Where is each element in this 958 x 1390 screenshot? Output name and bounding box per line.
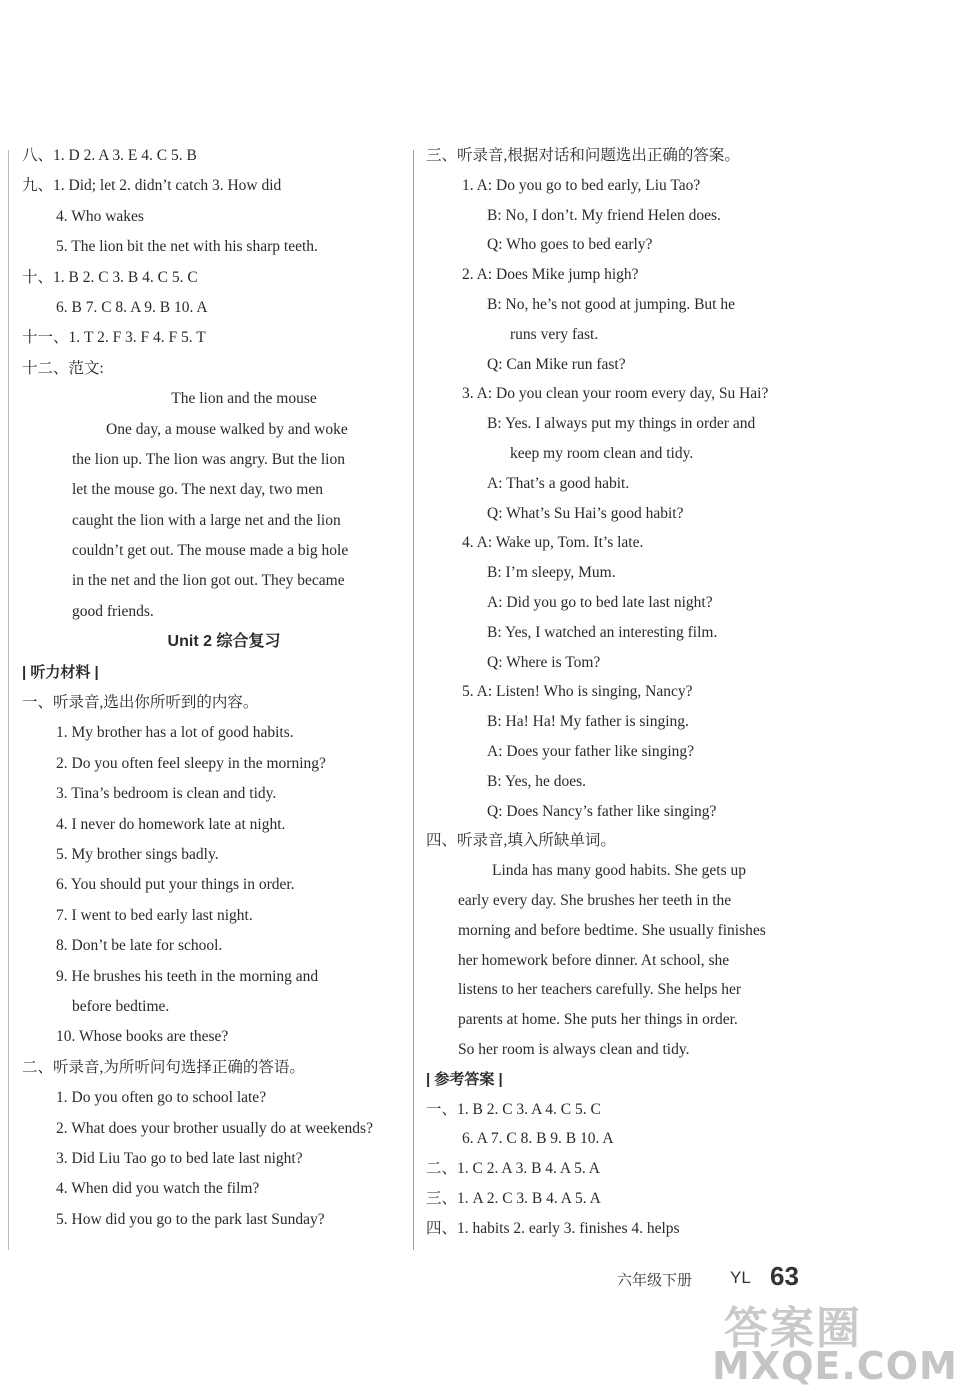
right-line: B: Yes. I always put my things in order and	[487, 415, 756, 433]
left-line: 2. What does your brother usually do at weekends?	[56, 1119, 373, 1137]
right-line: B: No, he’s not good at jumping. But he	[487, 295, 735, 313]
left-line: 4. Who wakes	[56, 207, 144, 225]
right-line: B: Ha! Ha! My father is singing.	[487, 713, 689, 731]
right-line: 3. A: Do you clean your room every day, Su Hai?	[462, 385, 769, 403]
right-line: 三、听录音,根据对话和问题选出正确的答案。	[426, 147, 740, 164]
left-line: 2. Do you often feel sleepy in the morning?	[56, 754, 326, 772]
left-line: 5. How did you go to the park last Sunday?	[56, 1210, 325, 1228]
right-line: parents at home. She puts her things in order.	[458, 1011, 738, 1029]
site-watermark	[712, 1282, 958, 1390]
right-line: Q: Who goes to bed early?	[487, 236, 653, 254]
right-column	[426, 141, 816, 1243]
right-line: Linda has many good habits. She gets up	[492, 862, 746, 880]
right-line: 一、1. B 2. C 3. A 4. C 5. C	[426, 1100, 601, 1118]
right-line: Q: Can Mike run fast?	[487, 355, 626, 373]
right-line: morning and before bedtime. She usually finishes	[458, 921, 766, 939]
right-line: B: Yes, he does.	[487, 772, 587, 790]
left-line: let the mouse go. The next day, two men	[72, 481, 323, 499]
edition-label: YL	[730, 1268, 751, 1287]
right-line: Q: Where is Tom?	[487, 653, 601, 671]
left-line: 1. My brother has a lot of good habits.	[56, 724, 294, 742]
page-number: 63	[770, 1261, 799, 1291]
right-line: Q: Does Nancy’s father like singing?	[487, 802, 717, 820]
right-line: B: No, I don’t. My friend Helen does.	[487, 206, 721, 224]
left-line: 二、听录音,为所听问句选择正确的答语。	[22, 1058, 305, 1076]
left-line: 4. I never do homework late at night.	[56, 815, 286, 833]
right-line: runs very fast.	[510, 325, 599, 343]
grade-label: 六年级下册	[617, 1271, 693, 1289]
left-line: 3. Tina’s bedroom is clean and tidy.	[56, 785, 277, 803]
left-line: The lion and the mouse	[171, 390, 317, 408]
left-line: 十一、1. T 2. F 3. F 4. F 5. T	[22, 329, 206, 347]
left-margin-rule	[8, 150, 9, 1250]
left-line: 十二、范文:	[22, 359, 104, 377]
right-line: 四、1. habits 2. early 3. finishes 4. helps	[426, 1219, 680, 1237]
right-line: 1. A: Do you go to bed early, Liu Tao?	[462, 176, 701, 194]
right-line: 5. A: Listen! Who is singing, Nancy?	[462, 683, 693, 701]
right-line: keep my room clean and tidy.	[510, 444, 694, 462]
left-line: Unit 2 综合复习	[167, 633, 281, 651]
right-line: 四、听录音,填入所缺单词。	[426, 832, 616, 850]
right-line: 三、1. A 2. C 3. B 4. A 5. A	[426, 1189, 601, 1207]
left-line: 十、1. B 2. C 3. B 4. C 5. C	[22, 268, 198, 286]
right-line: So her room is always clean and tidy.	[458, 1040, 690, 1058]
right-line: B: I’m sleepy, Mum.	[487, 564, 616, 582]
right-line: 二、1. C 2. A 3. B 4. A 5. A	[426, 1160, 600, 1178]
left-line: 7. I went to bed early last night.	[56, 906, 253, 924]
left-line: 9. He brushes his teeth in the morning and	[56, 967, 319, 985]
right-line: early every day. She brushes her teeth in the	[458, 891, 732, 909]
left-line: couldn’t get out. The mouse made a big hole	[72, 542, 349, 560]
left-line: One day, a mouse walked by and woke	[106, 420, 348, 438]
left-line: 一、听录音,选出你所听到的内容。	[22, 694, 259, 712]
left-line: 5. My brother sings badly.	[56, 845, 219, 863]
left-line: 1. Do you often go to school late?	[56, 1089, 267, 1107]
left-line: caught the lion with a large net and the lion	[72, 511, 341, 529]
left-line: 8. Don’t be late for school.	[56, 937, 223, 955]
watermark-logo-text: 答案圈	[724, 1303, 862, 1354]
right-line: A: Does your father like singing?	[487, 742, 695, 760]
right-line: Q: What’s Su Hai’s good habit?	[487, 504, 684, 522]
right-line: 2. A: Does Mike jump high?	[462, 266, 639, 284]
left-line: 八、1. D 2. A 3. E 4. C 5. B	[22, 147, 197, 164]
left-line: | 听力材料 |	[22, 663, 99, 681]
left-line: 10. Whose books are these?	[56, 1028, 229, 1046]
left-line: 6. You should put your things in order.	[56, 876, 295, 894]
left-line: 6. B 7. C 8. A 9. B 10. A	[56, 298, 208, 316]
right-line: her homework before dinner. At school, she	[458, 951, 730, 969]
watermark-url: MXQE.COM	[712, 1344, 958, 1388]
left-line: good friends.	[72, 602, 154, 620]
left-line: 3. Did Liu Tao go to bed late last night?	[56, 1149, 303, 1167]
right-line: | 参考答案 |	[426, 1070, 503, 1088]
left-line: 九、1. Did; let 2. didn’t catch 3. How did	[22, 177, 282, 195]
left-line: before bedtime.	[72, 997, 170, 1015]
right-line: 4. A: Wake up, Tom. It’s late.	[462, 534, 644, 552]
right-line: listens to her teachers carefully. She helps her	[458, 981, 742, 999]
column-divider	[413, 150, 414, 1250]
left-line: the lion up. The lion was angry. But the lion	[72, 450, 345, 468]
right-line: B: Yes, I watched an interesting film.	[487, 623, 718, 641]
left-line: 4. When did you watch the film?	[56, 1180, 260, 1198]
left-column	[22, 141, 406, 1235]
right-line: 6. A 7. C 8. B 9. B 10. A	[462, 1130, 614, 1148]
left-line: 5. The lion bit the net with his sharp teeth.	[56, 238, 318, 256]
right-line: A: That’s a good habit.	[487, 474, 630, 492]
right-line: A: Did you go to bed late last night?	[487, 593, 713, 611]
left-line: in the net and the lion got out. They became	[72, 572, 345, 590]
